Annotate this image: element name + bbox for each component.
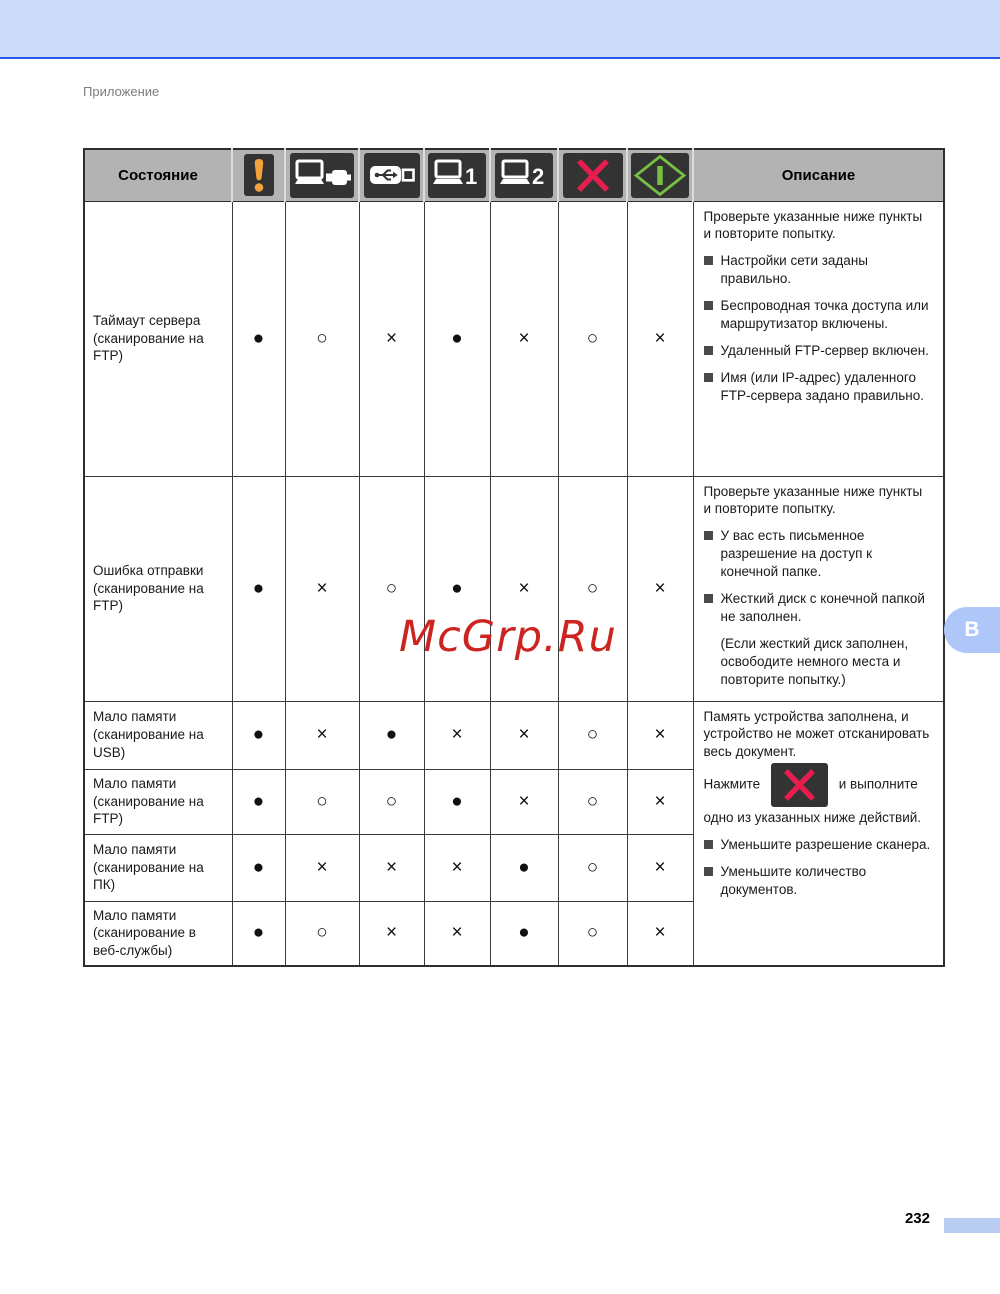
status-cell: ● [232,901,285,966]
status-cell: × [359,834,424,901]
status-cell: ○ [359,476,424,701]
status-cell: ○ [558,476,627,701]
status-cell: ● [232,201,285,476]
square-bullet-icon [704,373,713,382]
svg-text:2: 2 [532,163,545,189]
status-cell: ● [424,769,490,834]
press-text-after: и выполните одно из указанных ниже действий. [703,776,922,826]
cancel-column-header [558,149,627,201]
state-cell: Мало памяти (сканирование в веб-службы) [84,901,232,966]
status-cell: × [627,476,693,701]
table-row [84,476,944,701]
description-intro: Проверьте указанные ниже пункты и повторите попытку. [703,483,923,517]
status-cell: ● [232,476,285,701]
description-cell [693,701,944,966]
status-cell: × [627,834,693,901]
bullet-text: Имя (или IP-адрес) удаленного FTP-сервера задано правильно. [720,370,925,404]
bullet-item [704,297,934,333]
description-cell [693,201,944,476]
bullet-item [704,342,934,360]
status-cell: × [627,201,693,476]
warning-icon [244,154,274,196]
description-intro: Проверьте указанные ниже пункты и повторите попытку. [703,208,923,242]
status-cell: × [285,834,359,901]
state-cell: Таймаут сервера (сканирование на FTP) [84,201,232,476]
status-cell: ● [490,901,558,966]
status-cell: ○ [359,769,424,834]
page-top-band [0,0,1000,59]
start-icon [631,153,689,198]
status-cell: × [490,769,558,834]
status-cell: × [490,201,558,476]
pc-usb-column-header [285,149,359,201]
status-table [83,148,945,967]
table-row [84,701,944,769]
cancel-icon [563,153,623,198]
description-paragraph: Память устройства заполнена, и устройство не может отсканировать весь документ. [703,708,930,760]
status-cell: × [627,701,693,769]
bullet-item [704,863,934,899]
status-cell: × [627,901,693,966]
square-bullet-icon [704,531,713,540]
state-cell: Мало памяти (сканирование на ПК) [84,834,232,901]
square-bullet-icon [704,346,713,355]
status-cell: × [359,201,424,476]
status-cell: ● [490,834,558,901]
bullet-item [704,252,934,288]
press-text-before: Нажмите [703,776,761,792]
section-tab-label: B [964,618,980,641]
bullet-text: Настройки сети заданы правильно. [720,253,868,287]
status-cell: ○ [558,701,627,769]
warning-column-header [232,149,285,201]
start-column-header [627,149,693,201]
watermark: McGrp.Ru [399,612,617,662]
status-cell: ○ [285,901,359,966]
state-cell: Мало памяти (сканирование на USB) [84,701,232,769]
breadcrumb: Приложение [83,84,160,99]
status-cell: ● [232,769,285,834]
square-bullet-icon [704,594,713,603]
description-note: (Если жесткий диск заполнен, освободите немного места и повторите попытку.) [720,636,909,688]
status-cell: ● [232,834,285,901]
square-bullet-icon [704,867,713,876]
bullet-item [704,527,934,581]
cancel-icon [771,763,828,807]
status-cell: ● [359,701,424,769]
description-cell [693,476,944,701]
press-instruction [704,761,934,827]
status-cell: ● [424,476,490,701]
footer-accent-bar [944,1218,1000,1233]
bullet-text: Уменьшите разрешение сканера. [720,837,931,853]
status-cell: ○ [285,769,359,834]
svg-text:1: 1 [465,163,478,189]
pc-2-column-header [490,149,558,201]
state-column-header: Состояние [84,149,232,201]
bullet-text: Удаленный FTP-сервер включен. [720,343,929,359]
status-cell: ○ [558,834,627,901]
bullet-item [704,836,934,854]
pc-2-icon [495,153,553,198]
bullet-item [704,369,934,405]
status-cell: ○ [558,901,627,966]
bullet-item [704,590,934,626]
square-bullet-icon [704,256,713,265]
section-tab [944,607,1000,653]
usb-flash-column-header [359,149,424,201]
description-column-header: Описание [693,149,944,201]
status-cell: × [285,701,359,769]
status-cell: ● [424,201,490,476]
bullet-text: Уменьшите количество документов. [720,864,867,898]
bullet-text: У вас есть письменное разрешение на доступ к конечной папке. [720,528,873,580]
page-number: 232 [904,1210,930,1227]
bullet-text: Жесткий диск с конечной папкой не заполнен. [720,591,925,625]
status-cell: × [490,701,558,769]
usb-flash-icon [364,153,420,198]
status-cell: ○ [558,201,627,476]
status-cell: ○ [558,769,627,834]
status-cell: × [424,901,490,966]
status-cell: × [359,901,424,966]
state-cell: Ошибка отправки (сканирование на FTP) [84,476,232,701]
status-cell: × [424,701,490,769]
status-cell: × [285,476,359,701]
status-cell: × [424,834,490,901]
status-cell: ○ [285,201,359,476]
square-bullet-icon [704,840,713,849]
table-row [84,201,944,476]
table-header-row [84,149,944,201]
square-bullet-icon [704,301,713,310]
pc-usb-icon [290,153,354,198]
pc-1-icon [428,153,486,198]
status-cell: × [627,769,693,834]
bullet-text: Беспроводная точка доступа или маршрутизатор включены. [720,298,929,332]
status-cell: × [490,476,558,701]
status-cell: ● [232,701,285,769]
pc-1-column-header [424,149,490,201]
state-cell: Мало памяти (сканирование на FTP) [84,769,232,834]
